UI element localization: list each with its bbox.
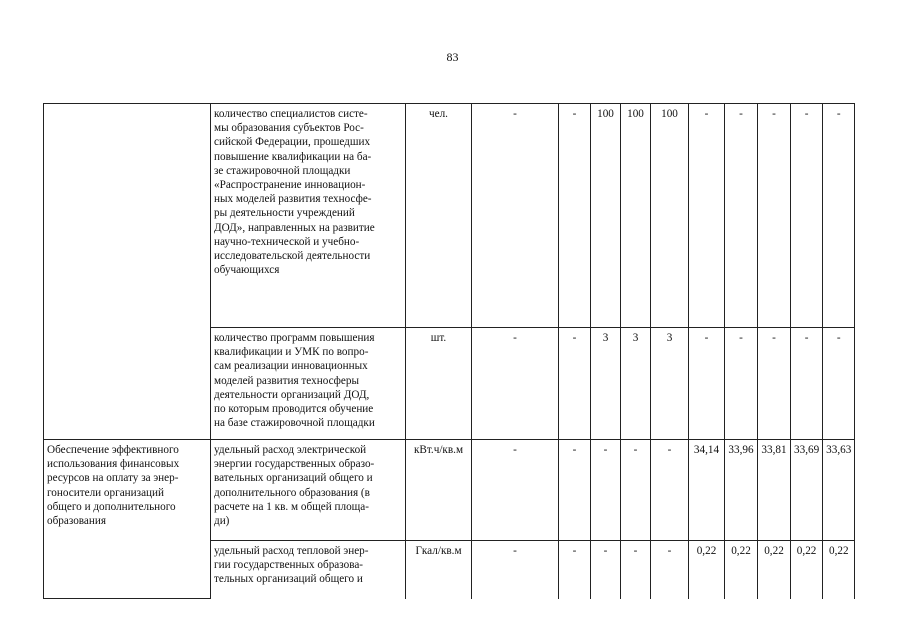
value-cell: 33,63 (823, 440, 855, 541)
value-cell: - (651, 541, 689, 599)
value-cell: 33,81 (758, 440, 791, 541)
unit-cell: Гкал/кв.м (406, 541, 472, 599)
value-cell: 33,96 (725, 440, 758, 541)
value-cell: 0,22 (758, 541, 791, 599)
table-row (44, 440, 855, 541)
page-number: 83 (446, 50, 459, 64)
value-cell: - (472, 104, 559, 328)
value-cell: 0,22 (823, 541, 855, 599)
value-cell: - (823, 328, 855, 440)
value-cell: - (758, 104, 791, 328)
value-cell: - (791, 328, 823, 440)
value-cell: 33,69 (791, 440, 823, 541)
value-cell: - (472, 541, 559, 599)
value-cell: - (621, 440, 651, 541)
task-cell: Обеспечение эффективного использования финансовых ресурсов на оплату за энер- гоносители организаций общего и дополнительного образования (44, 440, 211, 599)
value-cell: - (591, 541, 621, 599)
value-cell: - (559, 440, 591, 541)
value-cell: - (472, 440, 559, 541)
value-cell: - (725, 328, 758, 440)
value-cell: - (559, 104, 591, 328)
value-cell: 0,22 (725, 541, 758, 599)
value-cell: - (559, 541, 591, 599)
value-cell: 100 (591, 104, 621, 328)
value-cell: 3 (591, 328, 621, 440)
value-cell: - (559, 328, 591, 440)
indicators-table (43, 103, 855, 599)
indicator-cell: количество программ повышения квалификации и УМК по вопро- сам реализации инновационных моделей развития техносферы деятельности организаций ДОД, по которым проводится обучение на базе стажировочной площадки (211, 328, 406, 440)
value-cell: - (791, 104, 823, 328)
value-cell: 0,22 (791, 541, 823, 599)
value-cell: 3 (621, 328, 651, 440)
table-row (44, 104, 855, 328)
value-cell: 3 (651, 328, 689, 440)
value-cell: - (758, 328, 791, 440)
indicator-cell: удельный расход электрической энергии государственных образо- вательных организаций общего и дополнительного образования (в расчете на 1 кв. м общей площа- ди) (211, 440, 406, 541)
value-cell: - (689, 328, 725, 440)
task-cell (44, 104, 211, 440)
value-cell: - (621, 541, 651, 599)
unit-cell: шт. (406, 328, 472, 440)
value-cell: 100 (621, 104, 651, 328)
value-cell: - (591, 440, 621, 541)
value-cell: - (472, 328, 559, 440)
value-cell: - (689, 104, 725, 328)
value-cell: 34,14 (689, 440, 725, 541)
indicator-cell: удельный расход тепловой энер- гии государственных образова- тельных организаций общего и (211, 541, 406, 599)
unit-cell: чел. (406, 104, 472, 328)
value-cell: 100 (651, 104, 689, 328)
value-cell: - (823, 104, 855, 328)
value-cell: - (725, 104, 758, 328)
value-cell: - (651, 440, 689, 541)
unit-cell: кВт.ч/кв.м (406, 440, 472, 541)
value-cell: 0,22 (689, 541, 725, 599)
indicator-cell: количество специалистов систе- мы образования субъектов Рос- сийской Федерации, прошедших повышение квалификации на ба- зе стажировочной площадки «Распространение инновацион- ных моделей развития техносфе- ры деятельности учреждений ДОД», направленных на развитие научно-технической и учебно- исследовательской деятельности обучающихся (211, 104, 406, 328)
